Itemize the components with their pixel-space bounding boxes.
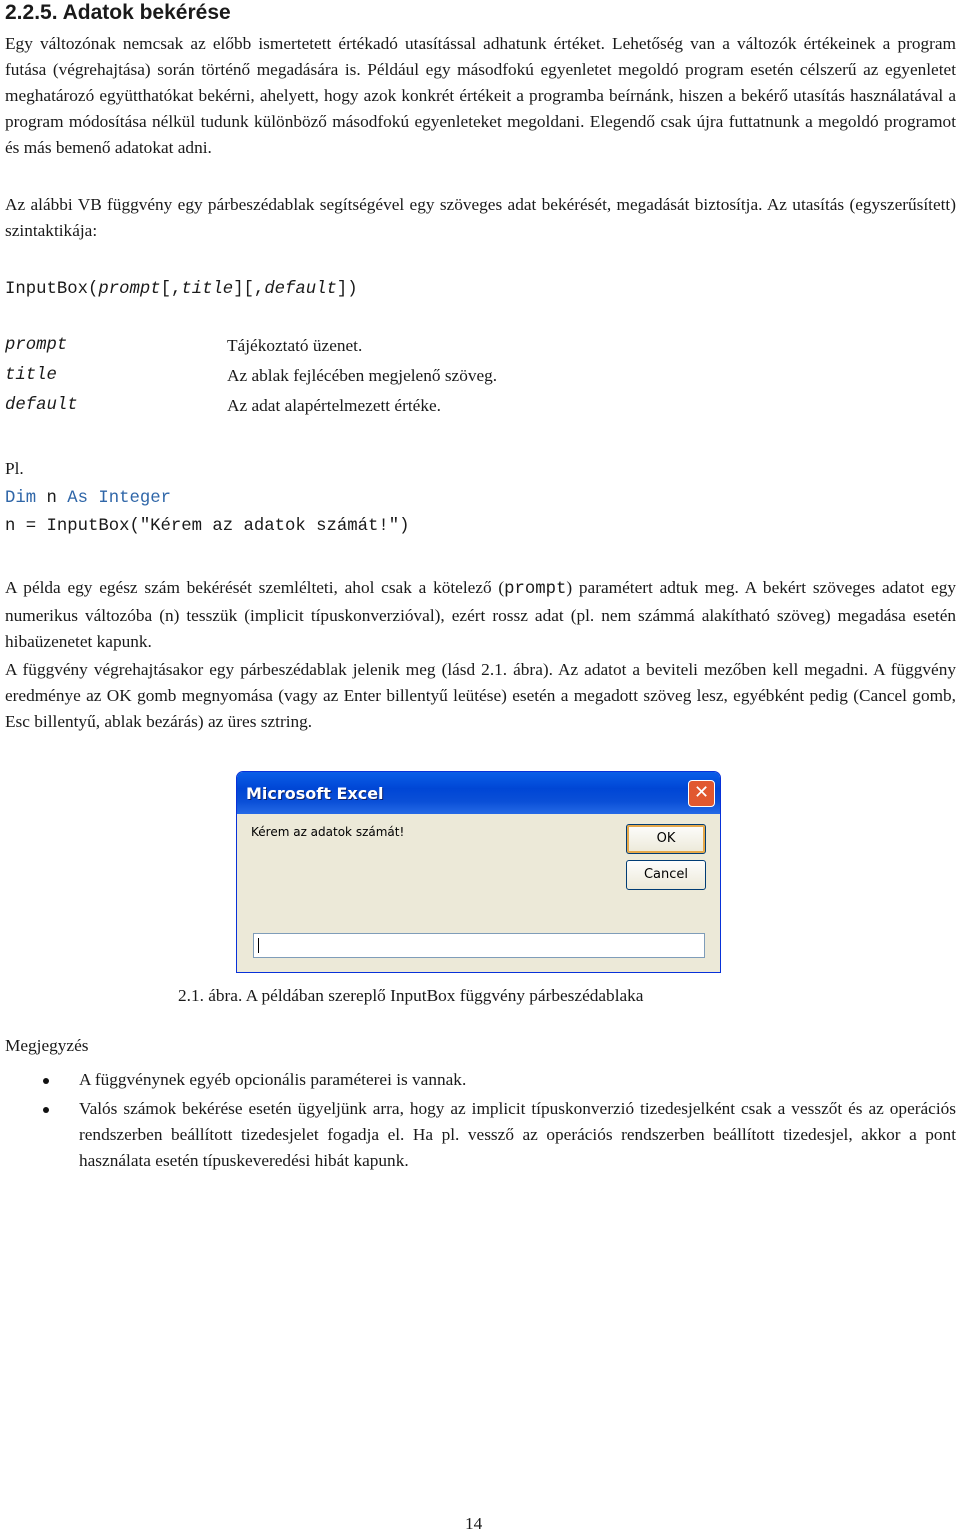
- parameter-row: [5, 396, 705, 426]
- bullet-icon: [43, 1107, 49, 1113]
- list-item-text: A függvénynek egyéb opcionális paraméterei is vannak.: [79, 1070, 467, 1089]
- parameter-description: Az adat alapértelmezett értéke.: [227, 396, 441, 415]
- text-run: A példa egy egész szám bekérését szemlélteti, ahol csak a kötelező (: [5, 578, 505, 597]
- parameter-name: title: [5, 366, 57, 385]
- syntax-sep: ]): [336, 280, 358, 299]
- code-line-1: [5, 485, 171, 513]
- section-heading: 2.2.5. Adatok bekérése: [5, 1, 231, 24]
- parameter-description: Tájékoztató üzenet.: [227, 336, 363, 355]
- figure-caption: 2.1. ábra. A példában szereplő InputBox függvény párbeszédablaka: [178, 986, 644, 1005]
- close-icon[interactable]: ✕: [688, 780, 715, 807]
- syntax-intro-paragraph: Az alábbi VB függvény egy párbeszédablak segítségével egy szöveges adat bekérését, megadását biztosítja. Az utasítás (egyszerűsített) szintaktikája:: [5, 195, 956, 240]
- code-keyword: Dim: [5, 489, 37, 508]
- list-item: [5, 1067, 956, 1093]
- inputbox-dialog-figure: [236, 771, 721, 973]
- parameter-name: default: [5, 396, 78, 415]
- parameter-table: [5, 336, 705, 426]
- parameter-description: Az ablak fejlécében megjelenő szöveg.: [227, 366, 498, 385]
- text-caret: [258, 938, 259, 953]
- intro-paragraph: Egy változónak nemcsak az előbb ismertetett értékadó utasítással adhatunk értéket. Lehetőség van a változók értékeinek a program futása (végrehajtása) során történő megadására is. Például egy másodfokú egyenletet megoldó program esetén célszerű az egyenletet meghatározó együtthatókat bekérni, ahelyett, hogy azok konkrét értékeit a programba beírnánk, hiszen a bekérő utasítás használatával a program módosítása nélkül tudunk különböző másodfokú egyenleteket megoldani. Elegendő csak újra futtatnunk a megoldó programot és más bemenő adatokat adni.: [5, 34, 956, 157]
- syntax-arg-default: default: [264, 280, 337, 299]
- text-run: ) paramétert adtuk meg. A bekért szöveges adatot egy numerikus változóba (n) tesszük (implicit típuskonverzióval), ezért rossz adat (pl. nem számmá alakítható szöveg) megadása esetén hibaüzenetet kapunk.: [5, 578, 956, 651]
- code-space: [88, 489, 98, 508]
- page-number: 14: [465, 1514, 483, 1533]
- example-label: Pl.: [5, 459, 24, 478]
- syntax-sep: [,: [160, 280, 182, 299]
- syntax-sep: ][,: [233, 280, 265, 299]
- code-line-2: n = InputBox("Kérem az adatok számát!"): [5, 517, 410, 536]
- code-variable: n: [36, 489, 68, 508]
- dialog-prompt: Kérem az adatok számát!: [251, 825, 405, 839]
- parameter-row: [5, 366, 705, 396]
- note-title: Megjegyzés: [5, 1036, 89, 1055]
- list-item: [5, 1096, 956, 1174]
- note-bullet-list: [5, 1067, 956, 1177]
- syntax-arg-prompt: prompt: [98, 280, 161, 299]
- inline-code: prompt: [504, 580, 567, 599]
- dialog-input-field[interactable]: [253, 933, 705, 958]
- bullet-icon: [43, 1078, 49, 1084]
- code-keyword: Integer: [98, 489, 171, 508]
- syntax-line: [5, 276, 358, 304]
- syntax-function: InputBox(: [5, 280, 99, 299]
- cancel-button[interactable]: Cancel: [626, 860, 706, 890]
- dialog-titlebar: [237, 772, 720, 814]
- parameter-name: prompt: [5, 336, 68, 355]
- parameter-row: [5, 336, 705, 366]
- syntax-arg-title: title: [181, 280, 234, 299]
- dialog-title: Microsoft Excel: [246, 784, 384, 803]
- behavior-paragraph: A függvény végrehajtásakor egy párbeszédablak jelenik meg (lásd 2.1. ábra). Az adatot a beviteli mezőben kell megadni. A függvény eredménye az OK gomb megnyomása (vagy az Enter billentyű leütése) esetén a megadott szöveg lesz, egyébként pedig (Cancel gomb, Esc billentyű, ablak bezárás) az üres sztring.: [5, 660, 956, 731]
- ok-button[interactable]: OK: [626, 824, 706, 854]
- code-keyword: As: [67, 489, 88, 508]
- list-item-text: Valós számok bekérése esetén ügyeljünk arra, hogy az implicit típuskonverzió tizedesjelként csak a vesszőt és az operációs rendszerben beállított tizedesjelet fogadja el. Ha pl. vessző az operációs rendszerben beállított tizedesjel, akkor a pont használata esetén típuskeveredési hibát kapunk.: [79, 1099, 956, 1170]
- example-explanation-paragraph: [5, 575, 956, 655]
